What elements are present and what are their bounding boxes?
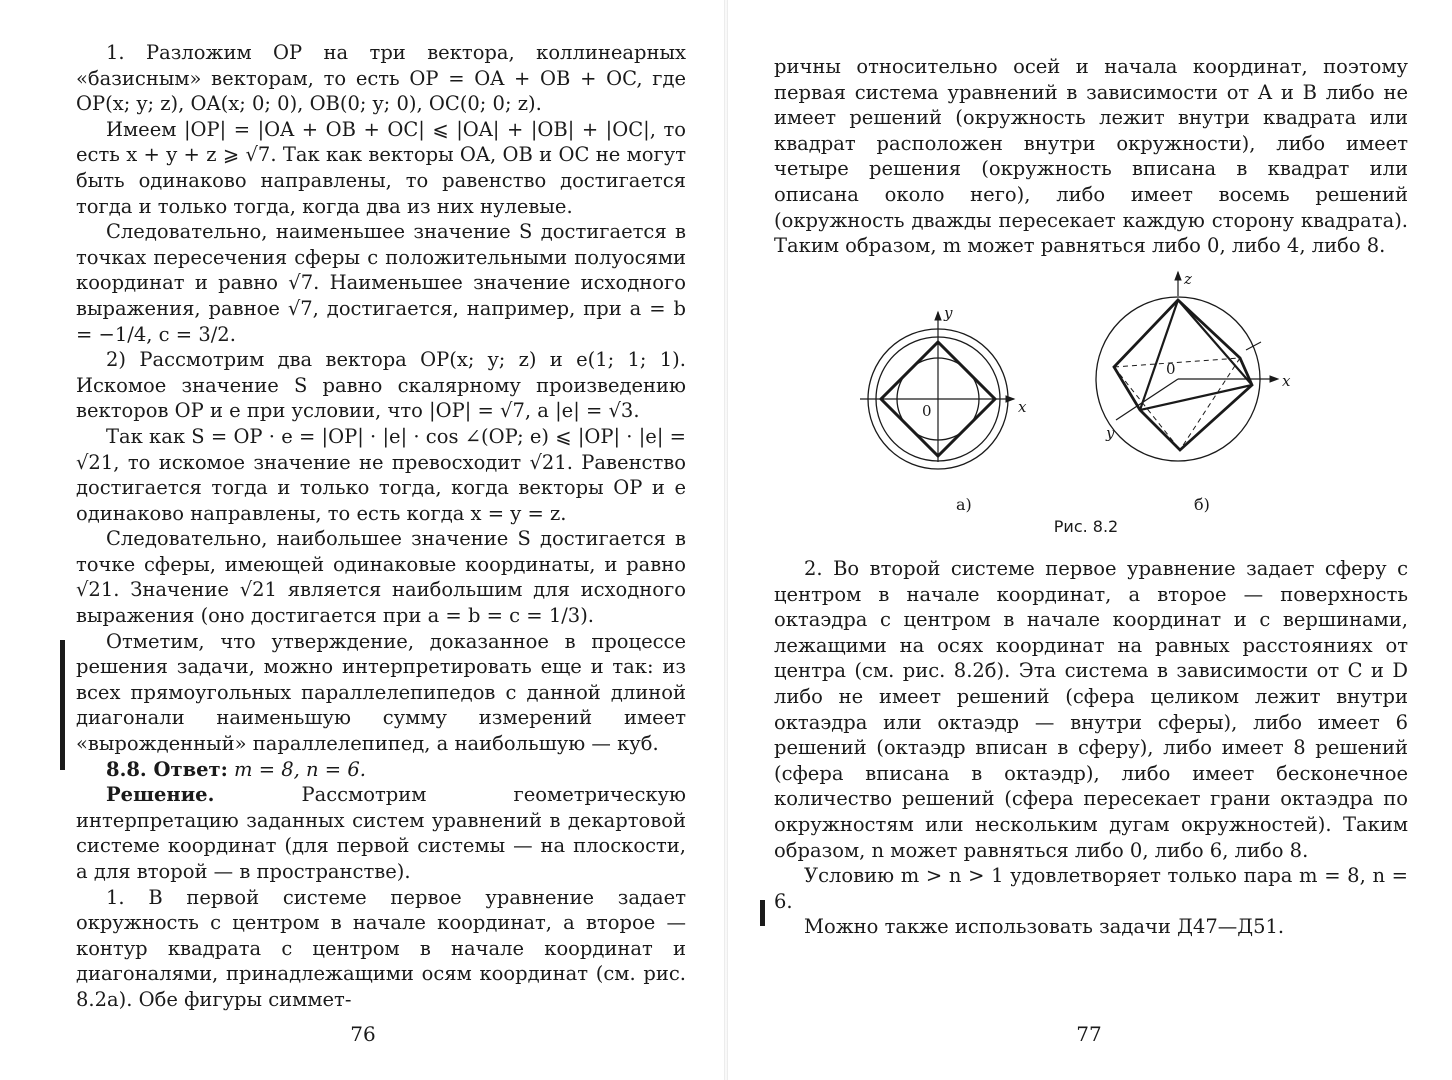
page-number: 76 — [350, 1022, 376, 1046]
axis-z-label: z — [1184, 270, 1192, 288]
right-page-text-bottom — [774, 556, 1408, 940]
origin-label: 0 — [922, 402, 932, 420]
paragraph-remark: Отметим, что утверждение, доказанное в процессе решения задачи, можно интерпретировать еще и так: из всех прямоугольных параллелепипедов с данной длиной диагонали наименьшую сумму измерений имеет «вырожденный» параллелепипед, а наибольшую — куб. — [76, 629, 686, 756]
figure-label-a: а) — [956, 495, 972, 514]
page-number: 77 — [1076, 1022, 1102, 1046]
figure-label-b: б) — [1194, 495, 1210, 514]
paragraph: Так как S = OP · e = |OP| · |e| · cos ∠(OP; e) ⩽ |OP| · |e| = √21, то искомое значение не превосходит √21. Равенство достигается тогда и только тогда, когда векторы OP и e одинаково направлены, то есть когда x = y = z. — [76, 424, 686, 525]
margin-bar — [60, 640, 65, 770]
figure-8-2 — [826, 262, 1346, 562]
paragraph: 1. Разложим OP на три вектора, коллинеарных «базисным» векторам, то есть OP = OA + OB + OC, где OP(x; y; z), OA(x; 0; 0), OB(0; y; 0), OC(0; 0; z). — [76, 41, 686, 116]
paragraph: Следовательно, наибольшее значение S достигается в точке сферы, имеющей одинаковые координаты, и равно √21. Значение √21 является наибольшим для исходного выражения (оно достигается при a = b = c = 1/3). — [76, 527, 686, 628]
paragraph: 2) Рассмотрим два вектора OP(x; y; z) и e(1; 1; 1). Искомое значение S равно скалярному произведению векторов OP и e при условии, что |OP| = √7, а |e| = √3. — [76, 348, 686, 423]
paragraph: Условию m > n > 1 удовлетворяет только пара m = 8, n = 6. — [774, 864, 1408, 913]
right-page — [726, 0, 1452, 1080]
answer-value: m = 8, n = 6. — [234, 757, 366, 781]
axis-x-label: x — [1018, 398, 1027, 416]
origin-label-b: 0 — [1166, 360, 1176, 378]
solution-label: Решение. — [106, 783, 215, 807]
left-page-text — [76, 40, 686, 1013]
axis-y-label-b: y — [1106, 424, 1115, 442]
paragraph: 2. Во второй системе первое уравнение задает сферу с центром в начале координат, а второе — поверхность октаэдра с центром в начале координат и с вершинами, лежащими на осях координат на равных расстояниях от центра (см. рис. 8.2б). Эта система в зависимости от C и D либо не имеет решений (сфера целиком лежит внутри октаэдра или октаэдр — внутри сферы), либо имеет 6 решений (октаэдр вписан в сферу), либо имеет 8 решений (сфера вписана в октаэдр), либо имеет бесконечное количество решений (сфера пересекает грани октаэдра по окружностям или нескольким дугам окружностей). Таким образом, n может равняться либо 0, либо 6, либо 8. — [774, 557, 1408, 862]
figure-a-circles-square — [860, 312, 1014, 469]
solution-paragraph — [76, 782, 686, 884]
margin-bar — [760, 900, 765, 926]
figure-b-sphere-octahedron — [1096, 272, 1278, 461]
axis-y-label: y — [944, 304, 953, 322]
solution-text: Рассмотрим геометрическую интерпретацию заданных систем уравнений в декартовой системе координат (для первой системы — на плоскости, а для второй — в пространстве). — [76, 783, 687, 883]
paragraph: Можно также использовать задачи Д47—Д51. — [804, 915, 1285, 939]
paragraph: 1. В первой системе первое уравнение задает окружность с центром в начале координат, а второе — контур квадрата с центром в начале координат и диагоналями, принадлежащими осям координат (см. рис. 8.2а). Обе фигуры симмет- — [76, 885, 686, 1011]
answer-label: 8.8. Ответ: — [106, 757, 228, 781]
paragraph: Следовательно, наименьшее значение S достигается в точках пересечения сферы с положительными полуосями координат и равно √7. Наименьшее значение исходного выражения, равное √7, достигается, например, при a = b = −1/4, c = 3/2. — [76, 220, 686, 346]
paragraph-continued: ричны относительно осей и начала координат, поэтому первая система уравнений в зависимости от A и B либо не имеет решений (окружность лежит внутри квадрата или квадрат расположен внутри окружности), либо имеет четыре решения (окружность вписана в квадрат или описана около него), либо имеет восемь решений (окружность дважды пересекает каждую сторону квадрата). Таким образом, m может равняться либо 0, либо 4, либо 8. — [774, 55, 1408, 258]
paragraph: Имеем |OP| = |OA + OB + OC| ⩽ |OA| + |OB| + |OC|, то есть x + y + z ⩾ √7. Так как векторы OA, OB и OC не могут быть одинаково направлены, то равенство достигается тогда и только тогда, когда два из них нулевые. — [76, 117, 686, 218]
right-page-text-top — [774, 54, 1408, 259]
figure-svg — [826, 262, 1346, 512]
axis-x-label-b: x — [1282, 372, 1291, 390]
answer-line — [76, 757, 686, 783]
figure-caption: Рис. 8.2 — [1053, 517, 1119, 536]
